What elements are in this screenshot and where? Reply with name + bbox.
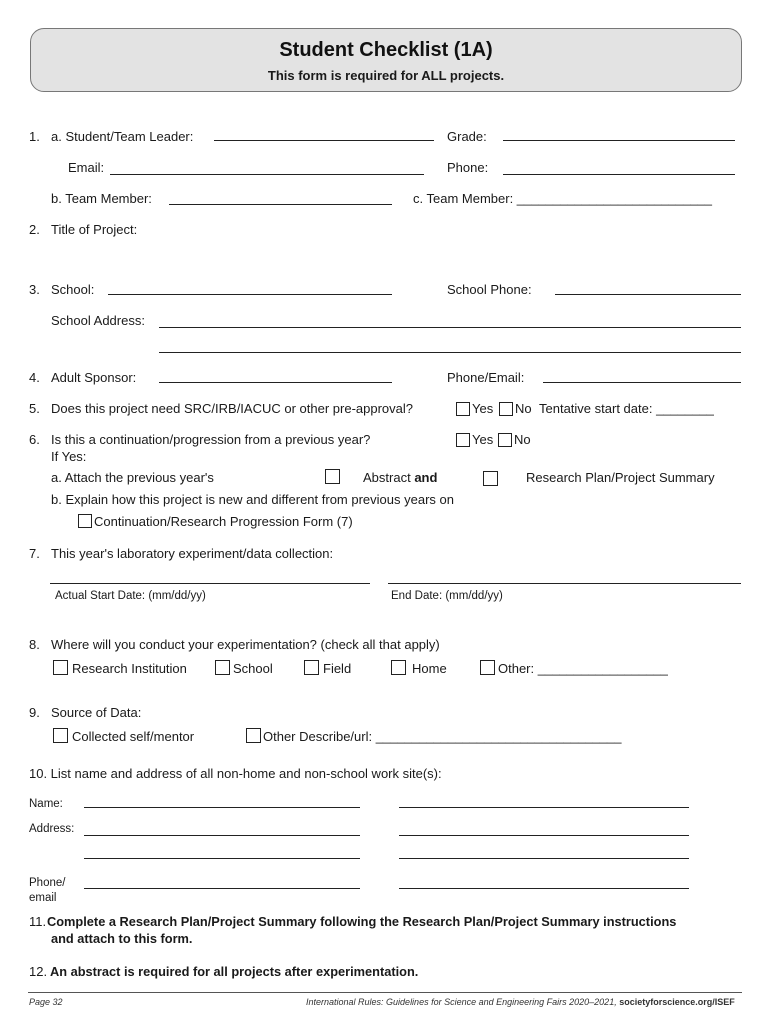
worksite-address-field-1[interactable]	[84, 835, 360, 836]
q2-number: 2.	[29, 222, 40, 237]
collected-self-checkbox[interactable]	[53, 728, 68, 743]
school-address-label: School Address:	[51, 313, 145, 328]
continuation-yes-label: Yes	[472, 432, 494, 447]
continuation-form-label: Continuation/Research Progression Form (7)	[94, 514, 353, 529]
project-title-label: Title of Project:	[51, 222, 138, 237]
adult-sponsor-label: Adult Sponsor:	[51, 370, 137, 385]
preapproval-yes-label: Yes	[472, 401, 494, 416]
end-date-label: End Date: (mm/dd/yy)	[391, 590, 503, 602]
sponsor-phone-email-label: Phone/Email:	[447, 370, 525, 385]
other-source-label[interactable]: Other Describe/url: __________________________________	[263, 729, 622, 744]
abstract-requirement: An abstract is required for all projects after experimentation.	[50, 964, 419, 979]
q11-number: 11.	[29, 914, 47, 929]
q5-number: 5.	[29, 401, 40, 416]
preapproval-no-checkbox[interactable]	[499, 402, 513, 416]
if-yes-label: If Yes:	[51, 449, 87, 464]
research-plan-instruction-2: and attach to this form.	[51, 931, 193, 946]
continuation-question: Is this a continuation/progression from a previous year?	[51, 432, 371, 447]
footer-divider	[28, 992, 742, 993]
email-field[interactable]	[110, 174, 424, 175]
grade-label: Grade:	[447, 129, 487, 144]
worksite-address-label: Address:	[29, 823, 75, 835]
school-location-checkbox[interactable]	[215, 660, 230, 675]
worksite-phone-label-1: Phone/	[29, 877, 66, 889]
q12-number: 12.	[29, 964, 48, 979]
experiment-label: This year's laboratory experiment/data collection:	[51, 546, 334, 561]
home-label: Home	[412, 661, 447, 676]
abstract-label	[363, 470, 437, 485]
start-date-label: Actual Start Date: (mm/dd/yy)	[55, 590, 206, 602]
phone-field[interactable]	[503, 174, 735, 175]
worksite-name-field-1[interactable]	[84, 807, 360, 808]
explain-new-label: b. Explain how this project is new and different from previous years on	[51, 492, 454, 507]
grade-field[interactable]	[503, 140, 735, 141]
team-member-b-label: b. Team Member:	[51, 191, 152, 206]
tentative-start-date[interactable]: Tentative start date: ________	[539, 401, 714, 416]
q8-number: 8.	[29, 637, 40, 652]
q9-number: 9.	[29, 705, 40, 720]
preapproval-question: Does this project need SRC/IRB/IACUC or other pre-approval?	[51, 401, 413, 416]
page-number: Page 32	[29, 997, 63, 1007]
continuation-no-label: No	[514, 432, 531, 447]
adult-sponsor-field[interactable]	[159, 382, 392, 383]
form-header	[30, 28, 742, 92]
worksite-name-field-2[interactable]	[399, 807, 689, 808]
end-date-field[interactable]	[388, 583, 741, 584]
research-plan-label: Research Plan/Project Summary	[526, 470, 715, 485]
other-location-label[interactable]: Other: __________________	[498, 661, 668, 676]
worksite-address-field-4[interactable]	[399, 858, 689, 859]
continuation-no-checkbox[interactable]	[498, 433, 512, 447]
field-label: Field	[323, 661, 352, 676]
abstract-checkbox[interactable]	[325, 469, 340, 484]
phone-label: Phone:	[447, 160, 489, 175]
q3-number: 3.	[29, 282, 40, 297]
school-label: School:	[51, 282, 95, 297]
field-checkbox[interactable]	[304, 660, 319, 675]
q6-number: 6.	[29, 432, 40, 447]
collected-self-label: Collected self/mentor	[72, 729, 195, 744]
continuation-yes-checkbox[interactable]	[456, 433, 470, 447]
team-member-c-label[interactable]: c. Team Member: ___________________________	[413, 191, 712, 206]
research-institution-label: Research Institution	[72, 661, 187, 676]
and-text: and	[414, 470, 438, 485]
school-phone-label: School Phone:	[447, 282, 532, 297]
footer-site-link[interactable]: societyforscience.org/ISEF	[619, 997, 735, 1007]
q4-number: 4.	[29, 370, 40, 385]
research-plan-checkbox[interactable]	[483, 471, 498, 486]
data-source-label: Source of Data:	[51, 705, 142, 720]
school-address-field-2[interactable]	[159, 352, 741, 353]
worksite-address-field-3[interactable]	[84, 858, 360, 859]
school-address-field-1[interactable]	[159, 327, 741, 328]
school-field[interactable]	[108, 294, 392, 295]
school-phone-field[interactable]	[555, 294, 741, 295]
worksite-phone-label-2: email	[29, 892, 57, 904]
research-plan-instruction-1: Complete a Research Plan/Project Summary following the Research Plan/Project Summary instructions	[47, 914, 677, 929]
preapproval-no-label: No	[515, 401, 532, 416]
worksite-phone-field-1[interactable]	[84, 888, 360, 889]
preapproval-yes-checkbox[interactable]	[456, 402, 470, 416]
school-location-label: School	[233, 661, 273, 676]
other-location-checkbox[interactable]	[480, 660, 495, 675]
email-label: Email:	[68, 160, 105, 175]
location-question: Where will you conduct your experimentation? (check all that apply)	[51, 637, 440, 652]
abstract-text: Abstract	[363, 470, 411, 485]
form-subtitle: This form is required for ALL projects.	[267, 68, 505, 83]
worksite-question: 10. List name and address of all non-home and non-school work site(s):	[29, 766, 442, 781]
research-institution-checkbox[interactable]	[53, 660, 68, 675]
team-member-b-field[interactable]	[169, 204, 392, 205]
other-source-checkbox[interactable]	[246, 728, 261, 743]
student-leader-label: a. Student/Team Leader:	[51, 129, 194, 144]
form-title: Student Checklist (1A)	[279, 39, 493, 61]
footer-source	[306, 997, 735, 1007]
worksite-phone-field-2[interactable]	[399, 888, 689, 889]
continuation-form-checkbox[interactable]	[78, 514, 92, 528]
student-leader-field[interactable]	[214, 140, 434, 141]
start-date-field[interactable]	[50, 583, 370, 584]
worksite-address-field-2[interactable]	[399, 835, 689, 836]
attach-previous-label: a. Attach the previous year's	[51, 470, 214, 485]
sponsor-phone-email-field[interactable]	[543, 382, 741, 383]
home-checkbox[interactable]	[391, 660, 406, 675]
footer-source-text: International Rules: Guidelines for Science and Engineering Fairs 2020–2021,	[306, 997, 617, 1007]
q1-number: 1.	[29, 129, 40, 144]
worksite-name-label: Name:	[29, 798, 63, 810]
q7-number: 7.	[29, 546, 40, 561]
